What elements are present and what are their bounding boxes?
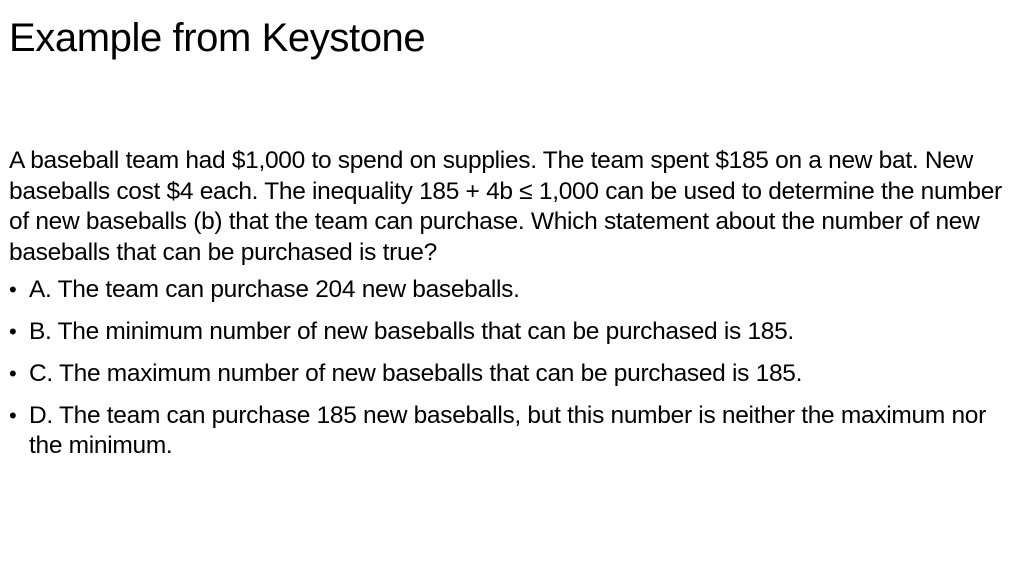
answer-option-a-text: A. The team can purchase 204 new baseballs. (29, 276, 520, 303)
bullet-icon: • (9, 277, 17, 302)
question-text: A baseball team had $1,000 to spend on supplies. The team spent $185 on a new bat. New baseballs cost $4 each. The inequality 185 + 4b ≤ 1,000 can be used to determine the number of new baseballs (b) that the team can purchase. Which statement about the number of new baseballs that can be purchased is true? (9, 147, 1002, 266)
bullet-icon: • (9, 361, 17, 386)
answer-option-b-text: B. The minimum number of new baseballs that can be purchased is 185. (29, 318, 794, 345)
answer-options-list (9, 275, 1014, 461)
slide-title: Example from Keystone (9, 16, 426, 60)
slide-content (9, 146, 1014, 473)
answer-option-a (9, 275, 1014, 305)
bullet-icon: • (9, 403, 17, 428)
answer-option-d-text: D. The team can purchase 185 new baseballs, but this number is neither the maximum nor the minimum. (29, 402, 986, 459)
answer-option-c (9, 359, 1014, 389)
answer-option-d (9, 401, 1014, 461)
answer-option-b (9, 317, 1014, 347)
answer-option-c-text: C. The maximum number of new baseballs that can be purchased is 185. (29, 360, 803, 387)
bullet-icon: • (9, 319, 17, 344)
